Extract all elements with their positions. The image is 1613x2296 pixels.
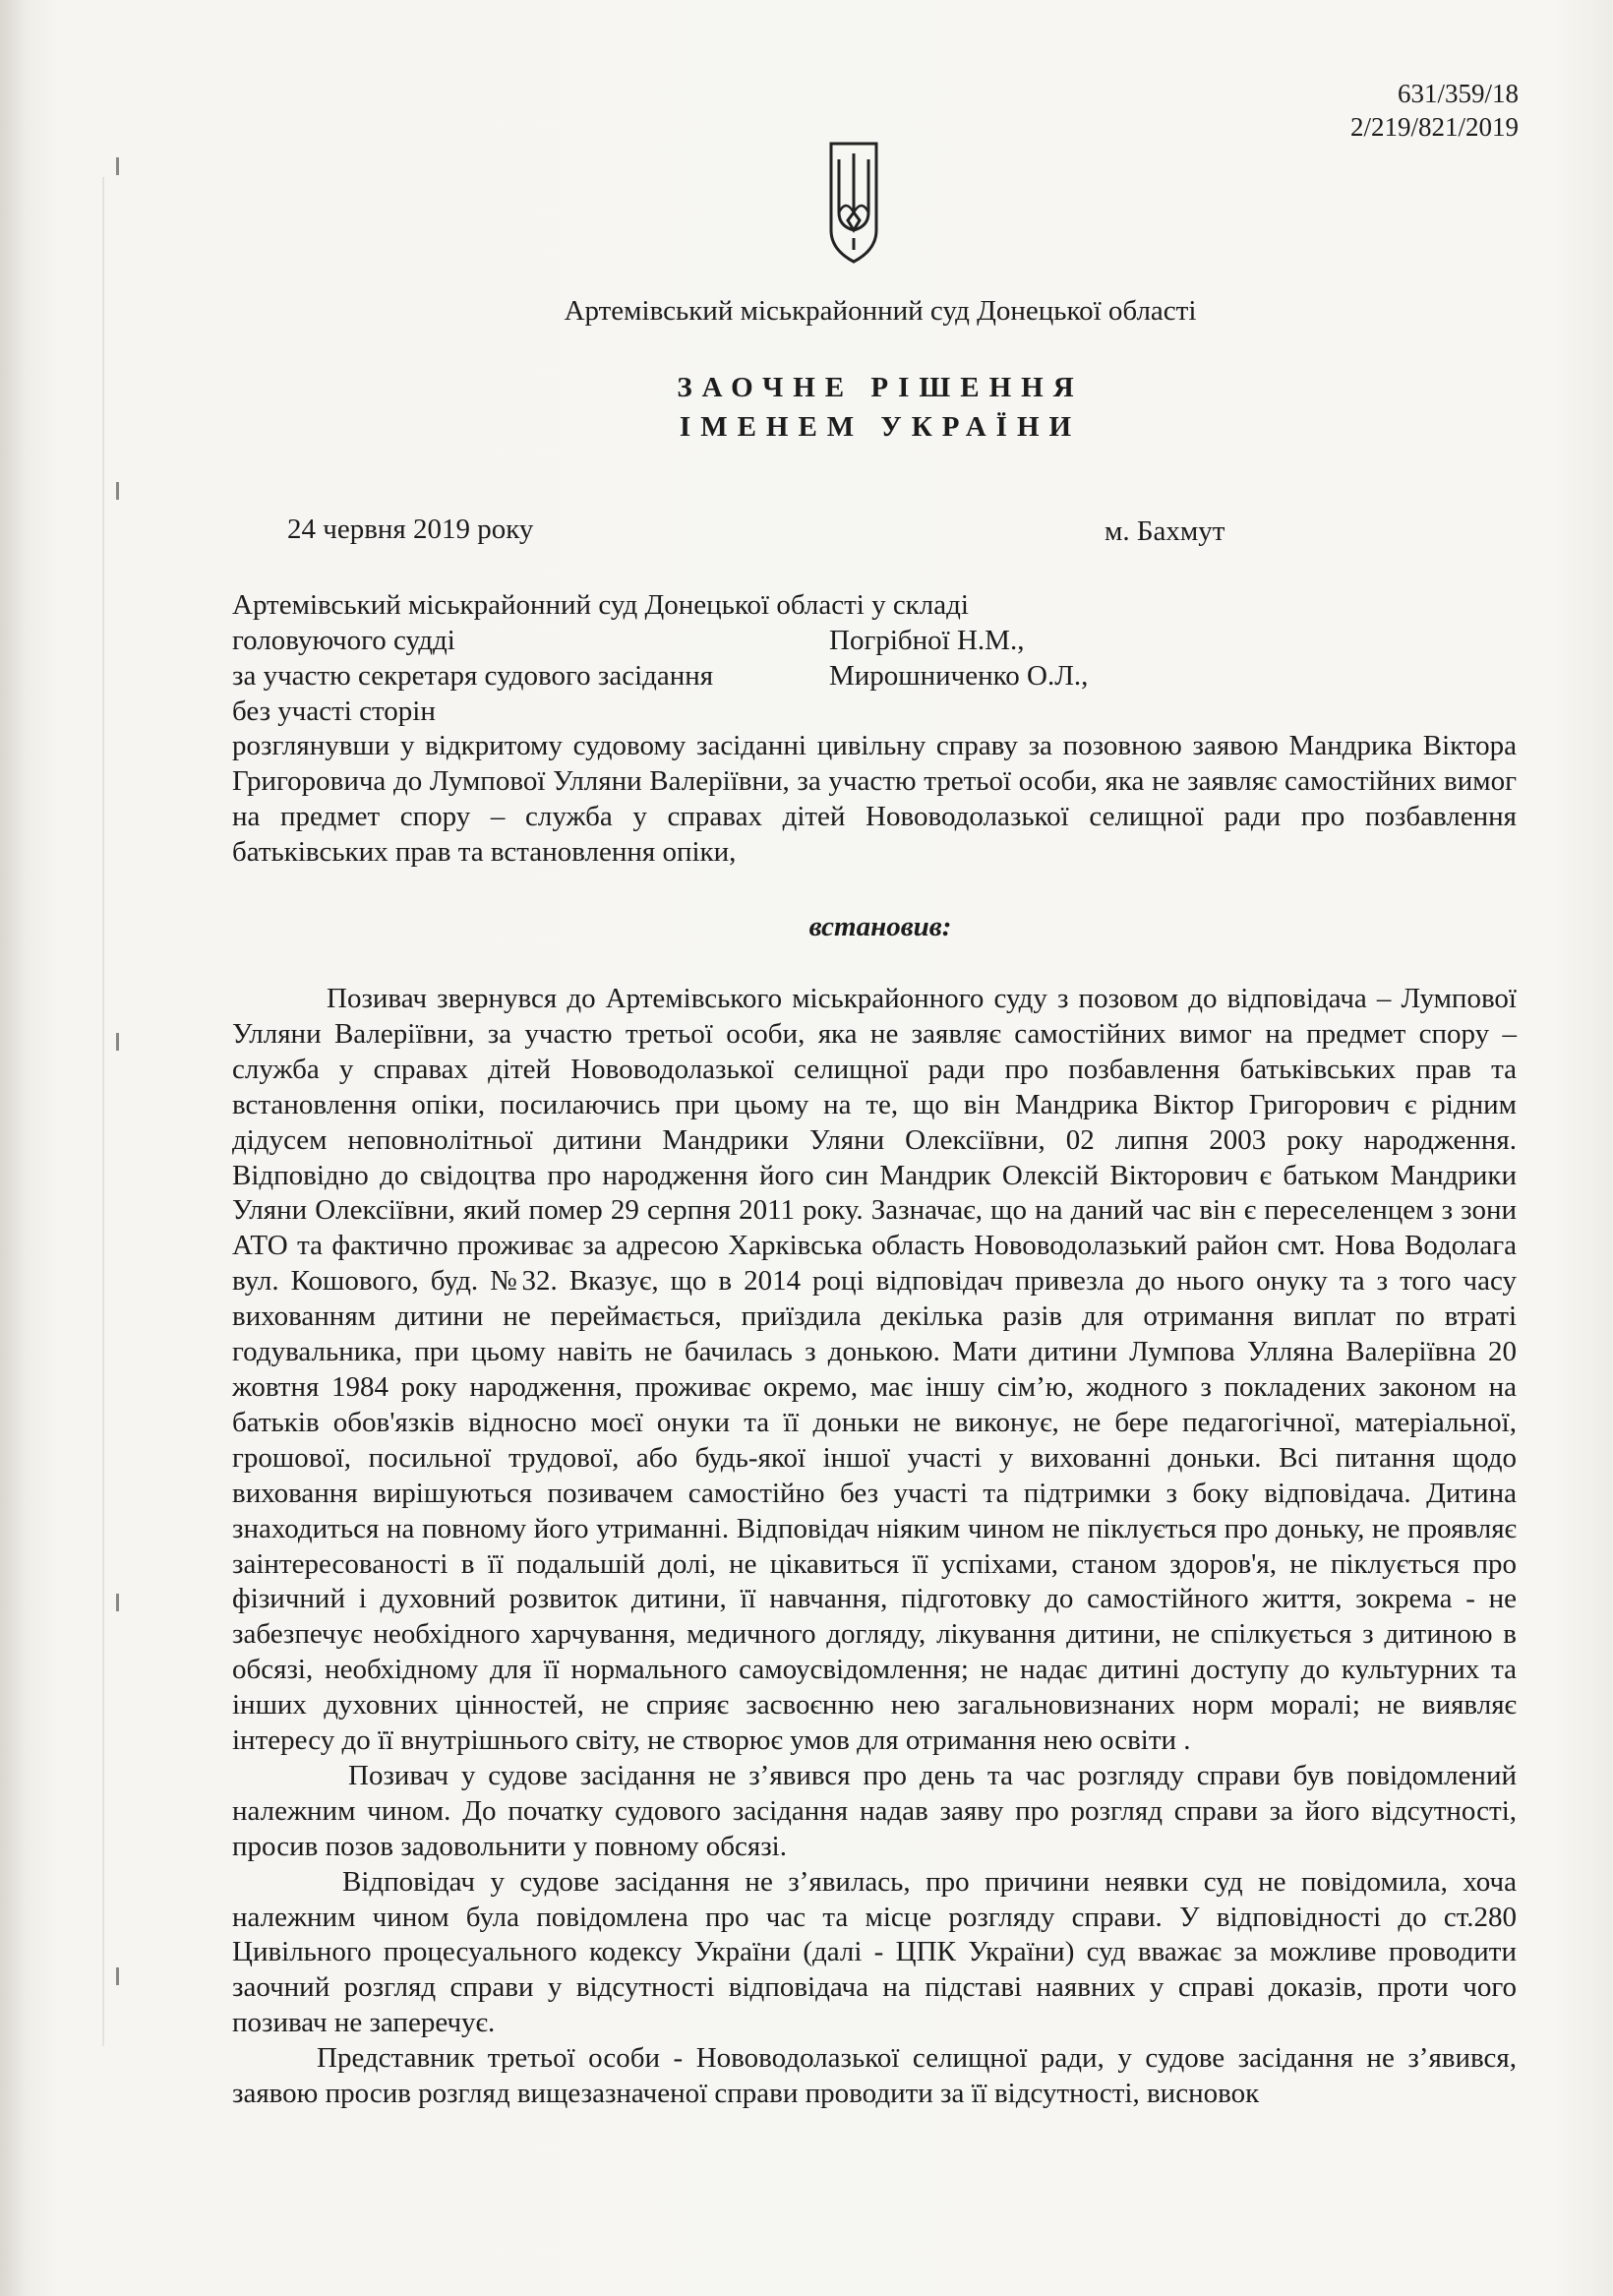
- scan-mark: [116, 482, 119, 500]
- ukraine-trident-icon: [828, 140, 879, 266]
- title-line-1: ЗАОЧНЕ РІШЕННЯ: [677, 372, 1084, 403]
- scan-left-edge: [0, 0, 26, 2296]
- established-heading: встановив:: [808, 911, 952, 942]
- paragraph-defendant: Відповідач у судове засідання не з’явилась, про причини неявки суд не повідомила, хоча належним чином була повідомлена про час та місце розгляду справи. У відповідності до ст.280 Цивільного процесуального кодексу України (далі - ЦПК України) суд вважає за можливе проводити заочний розгляд справи у відсутності відповідача на підставі наявних у справі доказів, проти чого позивач не заперечує.: [232, 1865, 1517, 2039]
- intro-paragraph: [232, 729, 1517, 871]
- scan-mark: [116, 157, 119, 175]
- case-number-2: 2/219/821/2019: [1349, 112, 1519, 142]
- parties-note: без участі сторін: [232, 695, 436, 727]
- judge-label: головуючого судді: [232, 625, 455, 656]
- scan-mark: [116, 1033, 119, 1051]
- court-name: Артемівський міськрайонний суд Донецької області: [564, 295, 1197, 327]
- case-numbers: [1350, 77, 1519, 144]
- composition-court: Артемівський міськрайонний суд Донецької області у складі: [232, 589, 969, 621]
- decision-date: 24 червня 2019 року: [287, 514, 534, 545]
- paragraph-third-party: Представник третьої особи - Нововодолазької селищної ради, у судове засідання не з’явився, заявою просив розгляд вищезазначеної справи проводити за її відсутності, висновок: [232, 2042, 1517, 2110]
- secretary-name: Мирошниченко О.Л.,: [829, 660, 1089, 692]
- scan-mark: [116, 1967, 119, 1985]
- decision-city: м. Бахмут: [1105, 515, 1225, 547]
- title-line-2: ІМЕНЕМ УКРАЇНИ: [679, 411, 1082, 443]
- document-title: [0, 368, 1613, 447]
- decision-body: [232, 982, 1517, 2112]
- paper-crease: [102, 177, 104, 2046]
- judge-name: Погрібної Н.М.,: [829, 625, 1025, 656]
- paragraph-plaintiff: Позивач у судове засідання не з’явився про день та час розгляду справи був повідомлений належним чином. До початку судового засідання надав заяву про розгляд справи за його відсутності, просив позов задовольнити у повному обсязі.: [232, 1759, 1517, 1862]
- intro-text: розглянувши у відкритому судовому засіданні цивільну справу за позовною заявою Мандрика Віктора Григоровича до Лумпової Улляни Валеріївни, за участю третьої особи, яка не заявляє самостійних вимог на предмет спору – служба у справах дітей Нововодолазької селищної ради про позбавлення батьківських прав та встановлення опіки,: [232, 730, 1517, 868]
- paragraph-claim: Позивач звернувся до Артемівського міськрайонного суду з позовом до відповідача – Лумпової Улляни Валеріївни, за участю третьої особи, яка не заявляє самостійних вимог на предмет спору – служба у справах дітей Нововодолазької селищної ради про позбавлення батьківських прав та встановлення опіки, посилаючись при цьому на те, що він Мандрика Віктор Григорович є рідним дідусем неповнолітньої дитини Мандрики Уляни Олексіївни, 02 липня 2003 року народження. Відповідно до свідоцтва про народження його син Мандрик Олексій Вікторович є батьком Мандрики Уляни Олексіївни, який помер 29 серпня 2011 року. Зазначає, що на даний час він є переселенцем з зони АТО та фактично проживає за адресою Харківська область Нововодолазький район смт. Нова Водолага вул. Кошового, буд. №32. Вказує, що в 2014 році відповідач привезла до нього онуку та з того часу вихованням дитини не переймається, приїздила декілька разів для отримання виплат по втраті годувальника, при цьому навіть не бачилась з донькою. Мати дитини Лумпова Улляна Валеріївна 20 жовтня 1984 року народження, проживає окремо, має іншу сім’ю, жодного з покладених законом на батьків обов'язків відносно моєї онуки та її доньки не виконує, не бере педагогічної, матеріальної, грошової, посильної трудової, або будь-якої іншої участі у вихованні доньки. Всі питання щодо виховання вирішуються позивачем самостійно без участі та підтримки з боку відповідача. Дитина знаходиться на повному його утриманні. Відповідач ніяким чином не піклується про доньку, не проявляє заінтересованості в її подальшій долі, не цікавиться її успіхами, станом здоров'я, не піклується про фізичний і духовний розвиток дитини, її навчання, підготовку до самостійного життя, зокрема - не забезпечує необхідного харчування, медичного догляду, лікування дитини, не спілкується з дитиною в обсязі, необхідному для її нормального самоусвідомлення; не надає дитині доступу до культурних та інших духовних цінностей, не сприяє засвоєнню нею загальновизнаних норм моралі; не виявляє інтересу до її внутрішнього світу, не створює умов для отримання нею освіти .: [232, 983, 1517, 1757]
- secretary-label: за участю секретаря судового засідання: [232, 660, 714, 692]
- scan-mark: [116, 1594, 119, 1611]
- case-number-1: 631/359/18: [1397, 79, 1519, 108]
